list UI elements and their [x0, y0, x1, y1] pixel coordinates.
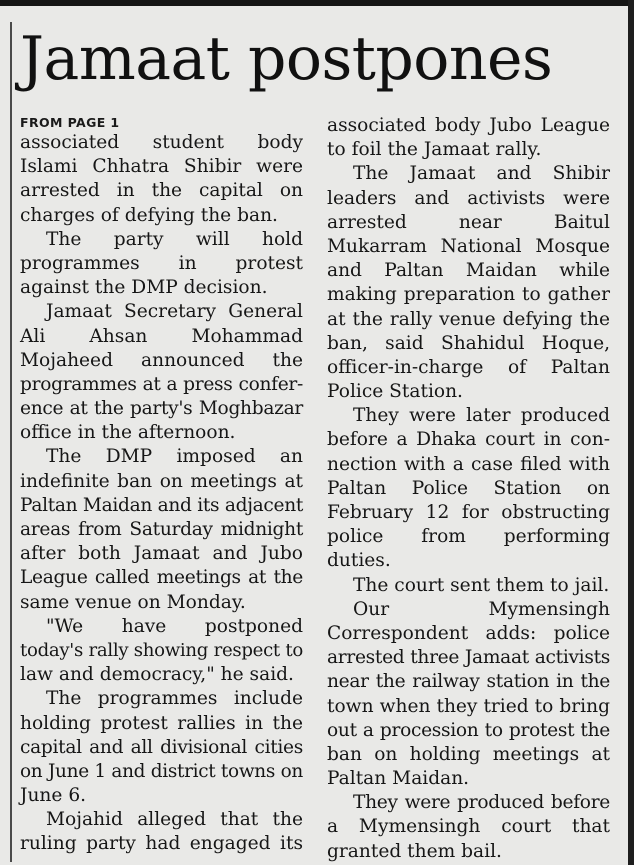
- article-text-line: on June 1 and district towns on: [20, 760, 303, 782]
- article-text-line: and Paltan Maidan while: [327, 260, 610, 282]
- right-column-body: [327, 114, 610, 864]
- article-text-line: granted them bail.: [327, 840, 502, 862]
- right-border-rule: [628, 0, 634, 865]
- article-text-line: charges of defying the ban.: [20, 204, 278, 226]
- article-text-line: town when they tried to bring: [327, 695, 610, 717]
- article-text-line: The DMP imposed an: [46, 446, 303, 468]
- article-text-line: They were produced before: [353, 792, 610, 814]
- article-text-line: The court sent them to jail.: [353, 574, 610, 596]
- article-text-line: out a procession to protest the: [327, 719, 610, 741]
- article-text-line: indefinite ban on meetings at: [20, 470, 303, 492]
- article-text-line: Paltan Maidan.: [327, 768, 470, 790]
- article-text-line: Mojahid alleged that the: [46, 809, 303, 831]
- article-text-line: a Mymensingh court that: [327, 816, 610, 838]
- article-text-line: ence at the party's Moghbazar: [20, 398, 303, 420]
- article-text-line: at the rally venue defying the: [327, 308, 610, 330]
- article-text-line: after both Jamaat and Jubo: [20, 543, 303, 565]
- article-text-line: June 6.: [20, 785, 87, 807]
- article-text-line: Our Mymensingh: [353, 598, 610, 620]
- article-text-line: associated body Jubo League: [327, 115, 610, 136]
- article-text-line: to foil the Jamaat rally.: [327, 139, 542, 161]
- article-text-line: programmes in protest: [20, 252, 303, 274]
- article-text-line: Correspondent adds: police: [327, 622, 610, 644]
- article-text-line: law and democracy," he said.: [20, 664, 294, 686]
- article-column-right: [327, 114, 610, 864]
- article-text-line: police from performing: [327, 526, 610, 548]
- top-border-rule: [0, 0, 634, 6]
- article-text-line: League called meetings at the: [20, 567, 303, 589]
- article-text-line: Mukarram National Mosque: [327, 235, 610, 257]
- article-text-line: duties.: [327, 550, 391, 572]
- article-text-line: ban, said Shahidul Hoque,: [327, 332, 610, 354]
- article-text-line: Islami Chhatra Shibir were: [20, 156, 303, 178]
- article-text-line: The party will hold: [46, 228, 303, 250]
- article-text-line: same venue on Monday.: [20, 591, 246, 613]
- article-text-line: ruling party had engaged its: [20, 833, 303, 855]
- article-text-line: February 12 for obstructing: [327, 502, 610, 523]
- article-text-line: office in the afternoon.: [20, 422, 236, 444]
- article-text-line: arrested near Baitul: [327, 211, 610, 233]
- article-text-line: before a Dhaka court in con-: [327, 429, 610, 451]
- article-text-line: leaders and activists were: [327, 187, 610, 209]
- article-text-line: holding protest rallies in the: [20, 712, 303, 734]
- article-text-line: today's rally showing respect to: [20, 639, 303, 661]
- article-text-line: arrested in the capital on: [20, 180, 303, 202]
- article-text-line: Mojaheed announced the: [20, 349, 303, 371]
- continuation-kicker: FROM PAGE 1: [20, 115, 120, 130]
- article-text-line: They were later produced: [353, 405, 610, 427]
- article-text-line: capital and all divisional cities: [20, 736, 303, 758]
- article-text-line: associated student body: [20, 132, 303, 153]
- article-text-line: Paltan Police Station on: [327, 477, 610, 499]
- article-text-line: ban on holding meetings at: [327, 743, 610, 765]
- article-text-line: The Jamaat and Shibir: [353, 163, 610, 185]
- article-text-line: Paltan Maidan and its adjacent: [20, 494, 303, 516]
- left-column-body: [20, 131, 303, 857]
- article-text-line: Jamaat Secretary General: [46, 301, 303, 323]
- article-headline: Jamaat postpones: [20, 24, 553, 94]
- article-text-line: near the railway station in the: [327, 671, 610, 693]
- article-text-line: "We have postponed: [46, 615, 303, 637]
- article-text-line: nection with a case filed with: [327, 453, 610, 475]
- article-text-line: The programmes include: [46, 688, 303, 710]
- article-column-left: [20, 114, 303, 857]
- article-text-line: arrested three Jamaat activists: [327, 647, 610, 669]
- article-text-line: against the DMP decision.: [20, 277, 268, 299]
- article-text-line: Ali Ahsan Mohammad: [20, 325, 303, 347]
- article-text-line: Police Station.: [327, 381, 463, 403]
- article-text-line: areas from Saturday midnight: [20, 519, 303, 540]
- article-text-line: programmes at a press confer-: [20, 373, 303, 395]
- article-text-line: making preparation to gather: [327, 284, 610, 306]
- article-text-line: officer-in-charge of Paltan: [327, 356, 610, 378]
- left-column-rule: [10, 22, 12, 862]
